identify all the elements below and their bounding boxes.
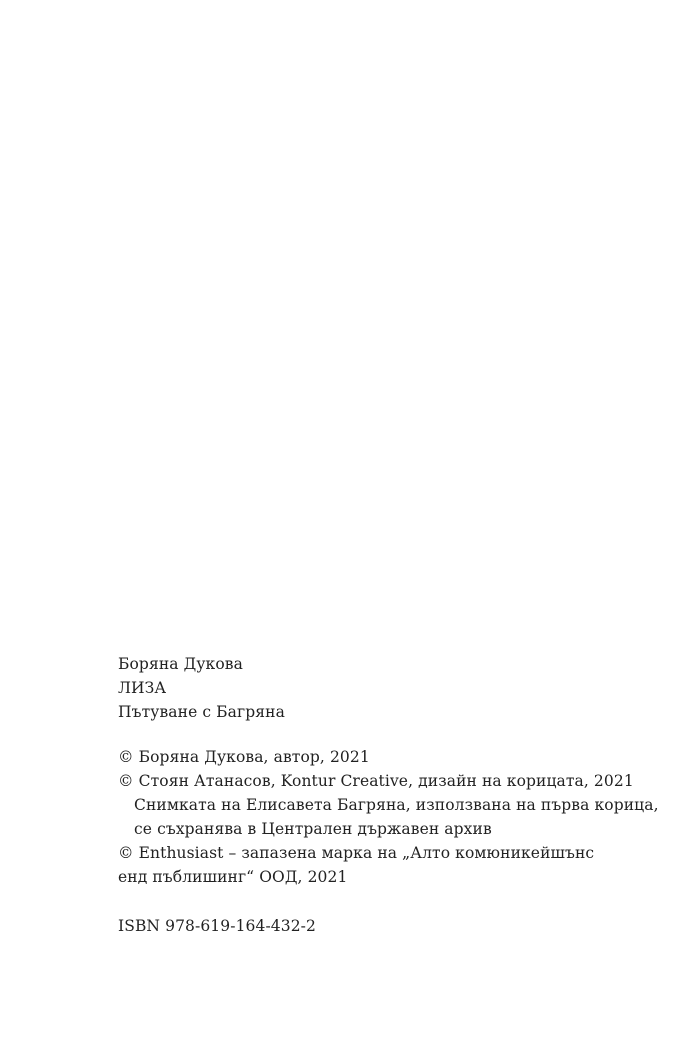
isbn-number: ISBN 978-619-164-432-2	[118, 917, 316, 935]
isbn-block	[118, 914, 678, 938]
author-name: Боряна Дукова	[118, 655, 243, 673]
photo-note-line-1: Снимката на Елисавета Багряна, използвана на първа корица,	[134, 796, 659, 814]
publisher-copyright-line-1: © Enthusiast – запазена марка на „Алто комюникейшънс	[118, 844, 595, 862]
photo-note-line-2: се съхранява в Централен държавен архив	[134, 820, 492, 838]
book-subtitle: Пътуване с Багряна	[118, 703, 285, 721]
publisher-copyright-line-2: енд пъблишинг“ ООД, 2021	[118, 868, 348, 886]
rights-block	[118, 745, 678, 889]
book-title: ЛИЗА	[118, 679, 167, 697]
title-block	[118, 652, 678, 724]
cover-copyright: © Стоян Атанасов, Kontur Creative, дизайн на корицата, 2021	[118, 772, 634, 790]
author-copyright: © Боряна Дукова, автор, 2021	[118, 748, 370, 766]
